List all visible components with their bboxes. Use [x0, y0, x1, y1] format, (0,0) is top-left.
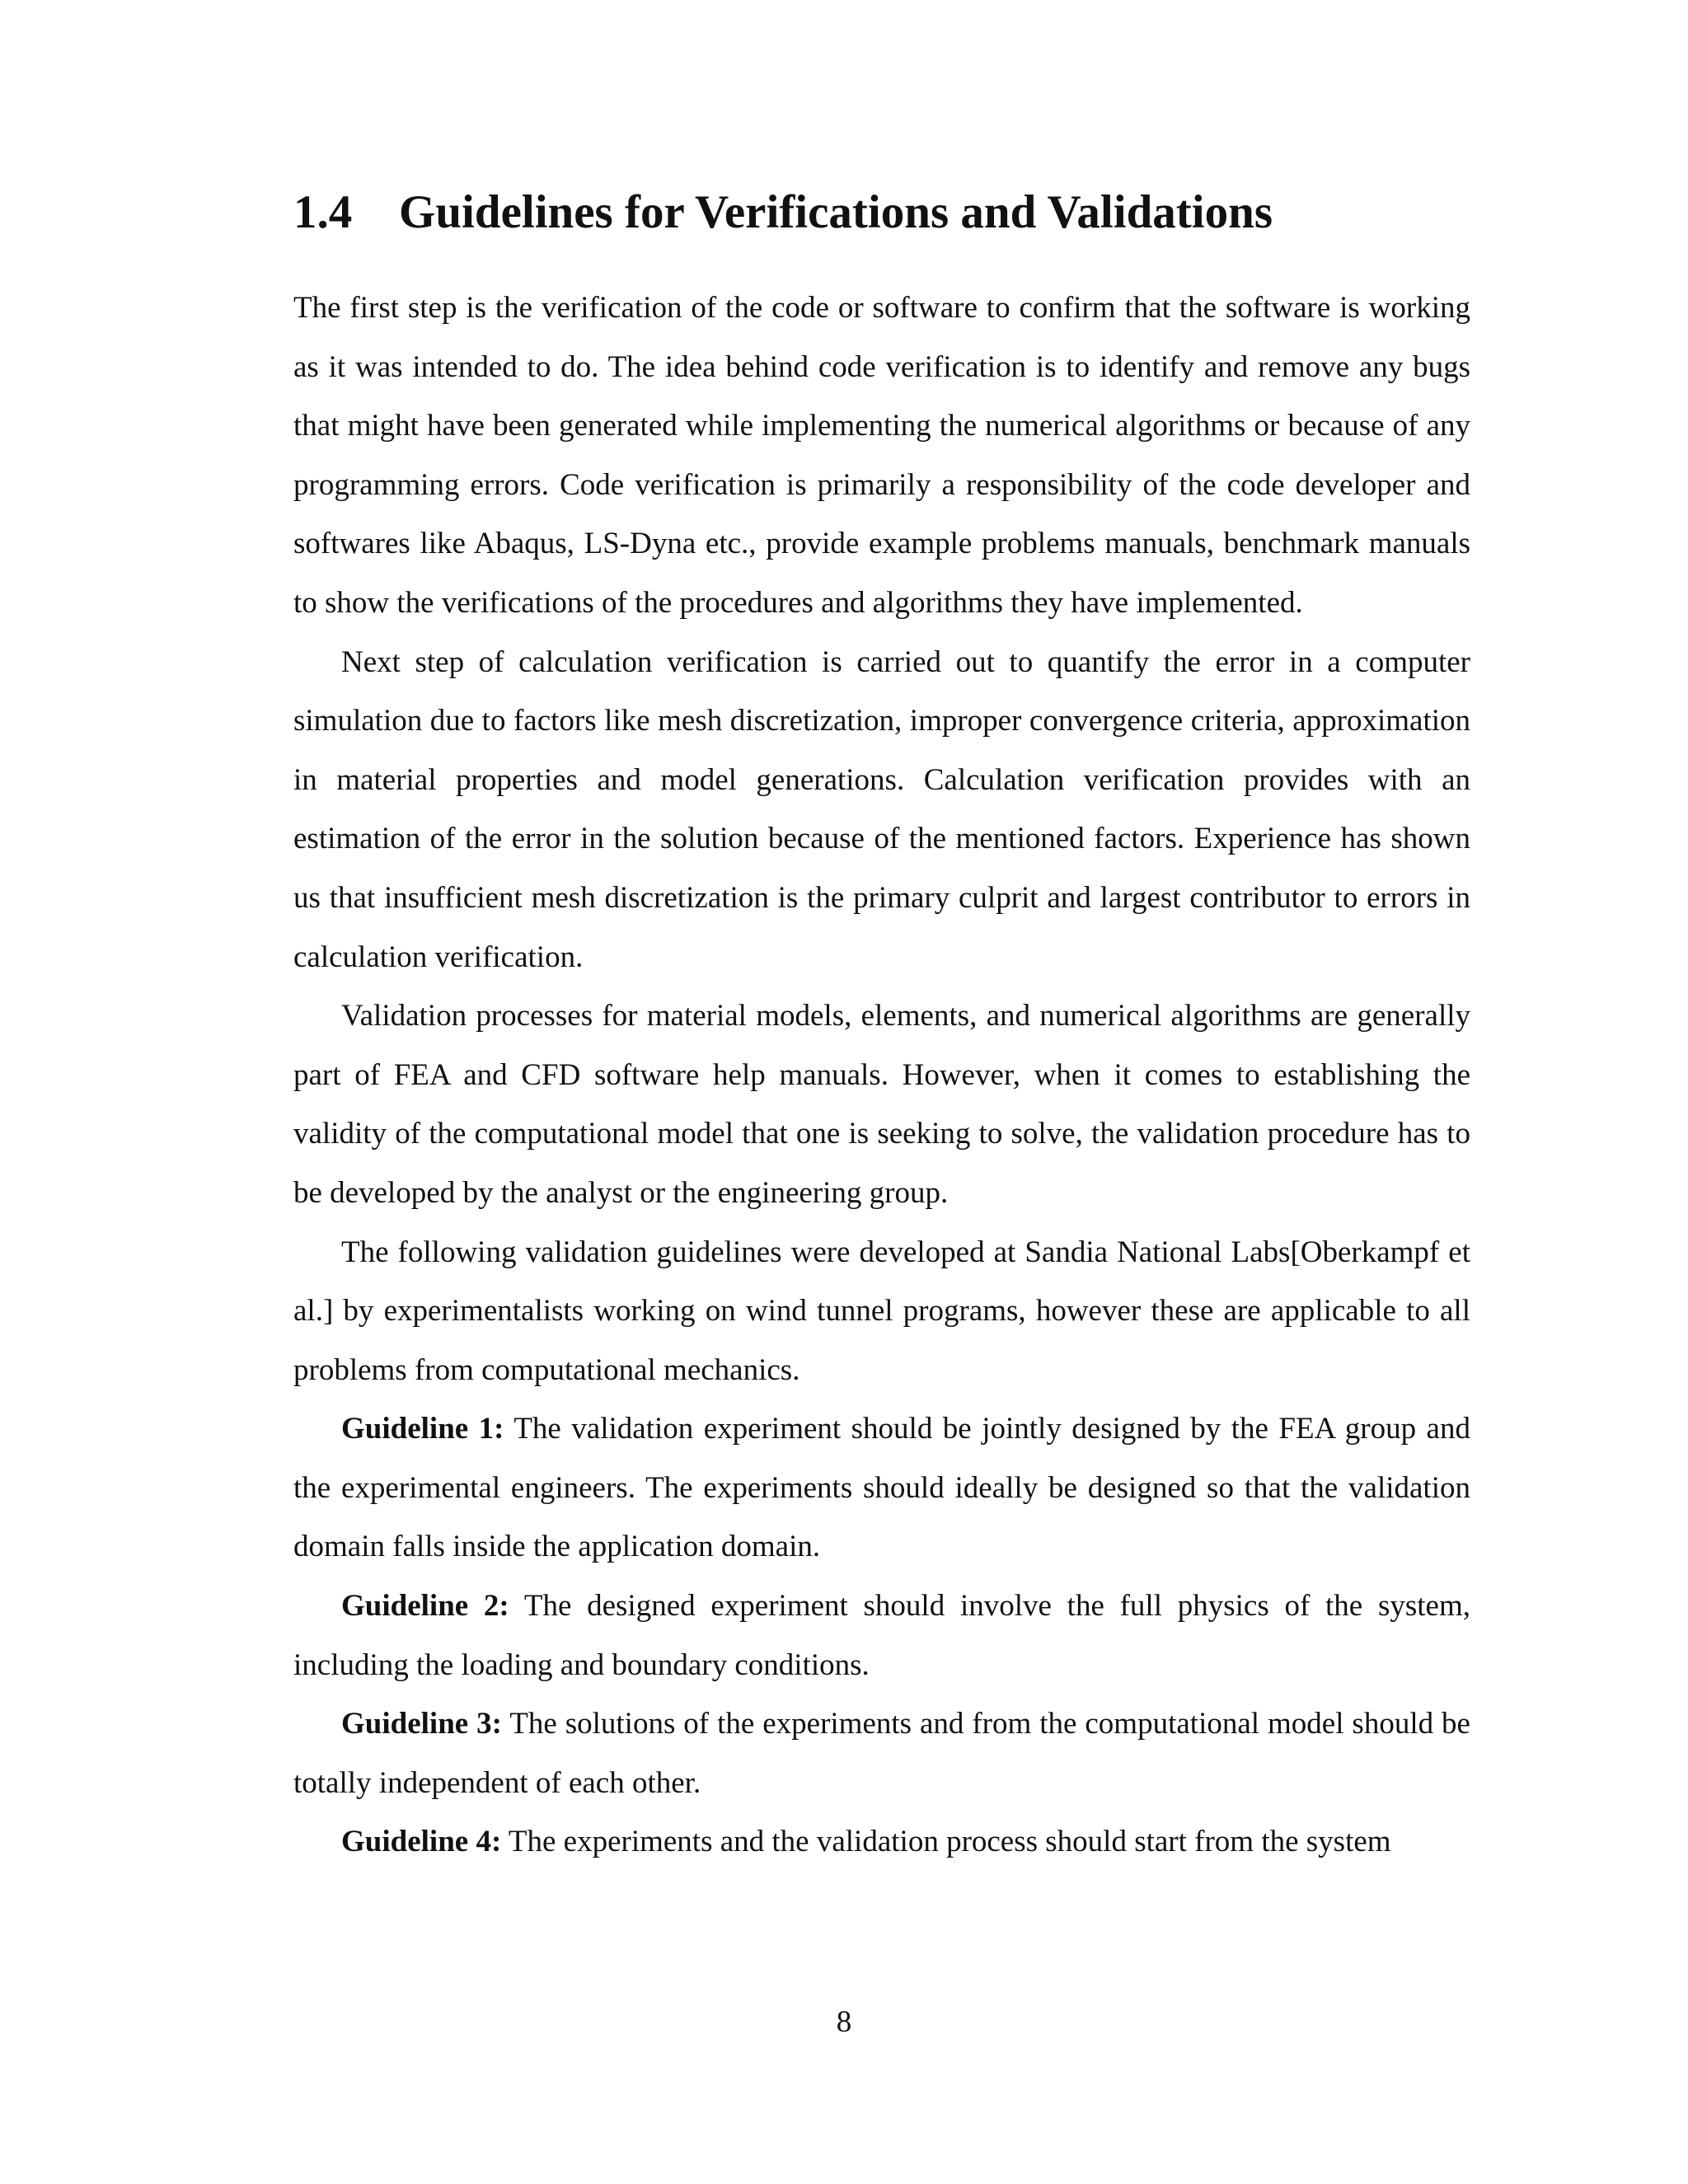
guideline-2-label: Guideline 2:: [341, 1589, 509, 1624]
guideline-1-text: The validation experiment should be jointly designed by the FEA group and the experimental engineers. The experiments should ideally be designed so that the validation domain falls inside the application domain.: [293, 1412, 1470, 1564]
section-heading: [293, 183, 1273, 242]
guideline-2-text: The designed experiment should involve the full physics of the system, including the loading and boundary conditions.: [293, 1589, 1470, 1682]
guideline-4-text: The experiments and the validation process should start from the system: [508, 1825, 1391, 1859]
guideline-4: [293, 1812, 1470, 1872]
paragraph-calculation-verification: Next step of calculation verification is carried out to quantify the error in a computer simulation due to factors like mesh discretization, improper convergence criteria, approximation in material properties and model generations. Calculation verification provides with an estimation of the error in the solution because of the mentioned factors. Experience has shown us that insufficient mesh discretization is the primary culprit and largest contributor to errors in calculation verification.: [293, 644, 1470, 974]
paragraph-validation-processes: Validation processes for material models, elements, and numerical algorithms are generally part of FEA and CFD software help manuals. However, when it comes to establishing the validity of the computational model that one is seeking to solve, the validation procedure has to be developed by the analyst or the engineering group.: [293, 999, 1470, 1210]
guideline-1: [293, 1399, 1470, 1577]
guideline-2: [293, 1577, 1470, 1694]
guideline-3-text: The solutions of the experiments and from the computational model should be totally independent of each other.: [293, 1707, 1470, 1800]
body-text: [293, 279, 1470, 1872]
guideline-3: [293, 1694, 1470, 1812]
paragraph-sandia-guidelines: The following validation guidelines were developed at Sandia National Labs[Oberkampf et al.] by experimentalists working on wind tunnel programs, however these are applicable to all problems from computational mechanics.: [293, 1235, 1470, 1387]
paragraph-code-verification: The first step is the verification of the code or software to confirm that the software is working as it was intended to do. The idea behind code verification is to identify and remove any bugs that might have been generated while implementing the numerical algorithms or because of any programming errors. Code verification is primarily a responsibility of the code developer and softwares like Abaqus, LS-Dyna etc., provide example problems manuals, benchmark manuals to show the verifications of the procedures and algorithms they have implemented.: [293, 291, 1470, 620]
guideline-4-label: Guideline 4:: [341, 1825, 502, 1859]
section-number: 1.4: [293, 186, 353, 238]
page-number: 8: [836, 2005, 852, 2039]
section-title: Guidelines for Verifications and Validations: [399, 186, 1273, 238]
guideline-3-label: Guideline 3:: [341, 1707, 502, 1741]
guideline-1-label: Guideline 1:: [341, 1412, 504, 1446]
